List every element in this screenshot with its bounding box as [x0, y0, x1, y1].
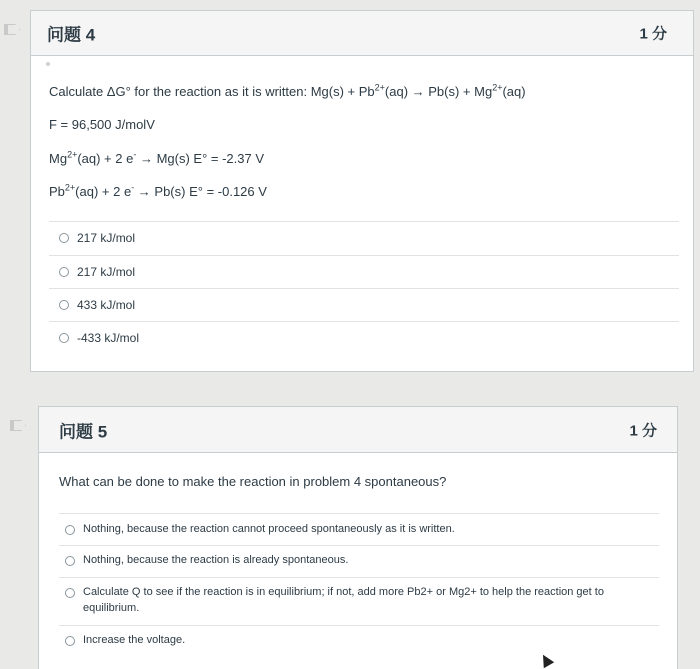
decorative-dot — [46, 62, 50, 66]
answer-option[interactable] — [49, 321, 679, 354]
answer-option[interactable] — [49, 255, 679, 288]
question-4-points: 1 分 — [639, 25, 667, 43]
flag-question-4-icon[interactable] — [4, 24, 20, 35]
radio-button-icon[interactable] — [65, 588, 75, 598]
radio-button-icon[interactable] — [59, 233, 69, 243]
radio-button-icon[interactable] — [59, 300, 69, 310]
radio-button-icon[interactable] — [65, 636, 75, 646]
answer-option[interactable] — [59, 545, 659, 577]
question-4-card — [30, 10, 694, 372]
half-reaction-mg: $Mg^{2+}(aq) + 2$ e- → Mg(s) E° = -2.37 V — [49, 149, 264, 166]
question-5-prompt: What can be done to make the reaction in problem 4 spontaneous? — [59, 474, 447, 489]
question-5-answers — [59, 513, 659, 657]
answer-option[interactable] — [59, 513, 659, 545]
question-5-title: 问题 5 — [59, 422, 108, 441]
answer-label: 217 kJ/mol — [77, 265, 136, 279]
question-5-header — [39, 407, 677, 453]
answer-label-continued: equilibrium. — [83, 602, 140, 614]
answer-option[interactable] — [59, 577, 659, 625]
question-4-title: 问题 4 — [47, 25, 96, 45]
question-5-card — [38, 406, 678, 669]
faraday-constant: F = 96,500 J/molV — [49, 117, 155, 132]
radio-button-icon[interactable] — [59, 333, 69, 343]
answer-label: 217 kJ/mol — [77, 231, 136, 245]
question-5-points: 1 分 — [629, 422, 657, 439]
answer-label: Calculate Q to see if the reaction is in equilibrium; if not, add more Pb2+ or Mg2+ to help the reaction get to — [83, 586, 604, 598]
answer-label: 433 kJ/mol — [77, 298, 136, 312]
answer-label: Increase the voltage. — [83, 634, 186, 646]
answer-option[interactable] — [49, 288, 679, 321]
flag-question-5-icon[interactable] — [10, 420, 26, 431]
answer-option[interactable] — [49, 221, 679, 255]
answer-label: Nothing, because the reaction is already spontaneous. — [83, 554, 349, 566]
radio-button-icon[interactable] — [65, 556, 75, 566]
answer-label: Nothing, because the reaction cannot proceed spontaneously as it is written. — [83, 523, 455, 535]
answer-label: -433 kJ/mol — [77, 331, 140, 345]
half-reaction-pb: $Pb^{2+}(aq) + 2$ e- → Pb(s) E° = -0.126 V — [49, 182, 267, 199]
radio-button-icon[interactable] — [59, 267, 69, 277]
question-4-header — [31, 11, 693, 56]
question-4-answers — [49, 221, 679, 354]
answer-option[interactable] — [59, 625, 659, 657]
radio-button-icon[interactable] — [65, 525, 75, 535]
question-4-prompt: Calculate ΔG° for the reaction as it is written: $Mg(s) + Pb^{2+}(aq) \to Pb(s) + Mg^{2+}(aq)$ — [49, 82, 526, 99]
